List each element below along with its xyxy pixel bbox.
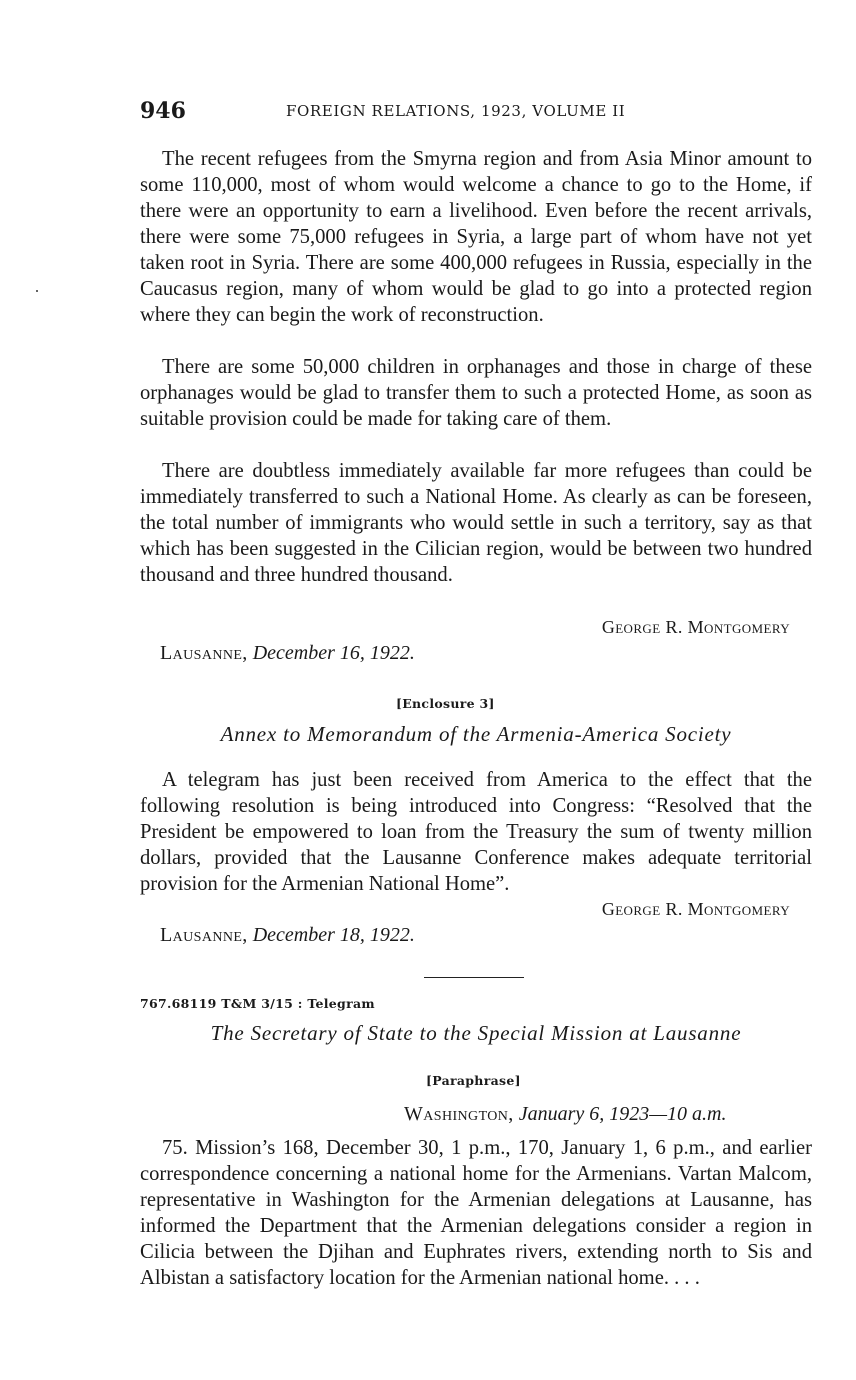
running-head (140, 98, 810, 128)
paragraph-orphanages: There are some 50,000 children in orphanages and those in charge of these orphanages would be glad to transfer them to such a protected Home, as soon as suitable provision could be made for taking care of them. (140, 356, 812, 430)
place-lausanne-2: Lausanne, (160, 924, 248, 946)
running-title: FOREIGN RELATIONS, 1923, VOLUME II (286, 102, 626, 120)
paraphrase-label: [Paraphrase] (426, 1073, 521, 1088)
paragraph-refugees: The recent refugees from the Smyrna region and from Asia Minor amount to some 110,000, most of whom would welcome a chance to go to the Home, if there were an opportunity to earn a livelihood. Even before the recent arrivals, there were some 75,000 refugees in Syria, a large part of whom have not yet taken root in Syria. There are some 400,000 refugees in Russia, especially in the Caucasus region, many of whom would be glad to go into a protected region where they can begin the work of reconstruction. (140, 148, 812, 326)
margin-speck (36, 290, 38, 292)
date-dec-18: December 18, 1922. (252, 924, 415, 946)
section-divider (424, 977, 524, 978)
place-date-2 (160, 924, 415, 947)
paragraph-telegram: A telegram has just been received from America to the effect that the following resolution is being introduced into Congress: “Resolved that the President be empowered to loan from the Treasury the sum of twenty million dollars, provided that the Lausanne Conference makes adequate territorial provision for the Armenian National Home”. (140, 769, 812, 895)
signature-montgomery-2: George R. Montgomery (601, 899, 790, 919)
telegram-title: The Secretary of State to the Special Mission at Lausanne (210, 1021, 742, 1045)
place-washington: Washington, (404, 1103, 514, 1125)
paragraph-mission-75: 75. Mission’s 168, December 30, 1 p.m., 170, January 1, 6 p.m., and earlier correspondence concerning a national home for the Armenians. Vartan Malcom, representative in Washington for the Armenian delegations at Lausanne, has informed the Department that the Armenian delegations consider a region in Cilicia between the Djihan and Euphrates rivers, extending north to Sis and Albistan a satisfactory location for the Armenian national home. . . . (140, 1137, 812, 1289)
date-dec-16: December 16, 1922. (252, 642, 415, 664)
file-reference: 767.68119 T&M 3/15 : Telegram (140, 996, 375, 1011)
place-lausanne-1: Lausanne, (160, 642, 248, 664)
paragraph-immigrants: There are doubtless immediately available far more refugees than could be immediately transferred to such a National Home. As clearly as can be foreseen, the total number of immigrants who would settle in such a territory, say as that which has been suggested in the Cilician region, would be between two hundred thousand and three hundred thousand. (140, 460, 812, 586)
page-number: 946 (140, 98, 186, 124)
enclosure-label: [Enclosure 3] (396, 696, 495, 711)
date-jan-6: January 6, 1923—10 a.m. (518, 1103, 727, 1125)
enclosure-title: Annex to Memorandum of the Armenia-America Society (220, 722, 732, 746)
signature-montgomery-1: George R. Montgomery (601, 617, 790, 637)
place-date-washington (404, 1103, 726, 1126)
place-date-1 (160, 642, 415, 665)
